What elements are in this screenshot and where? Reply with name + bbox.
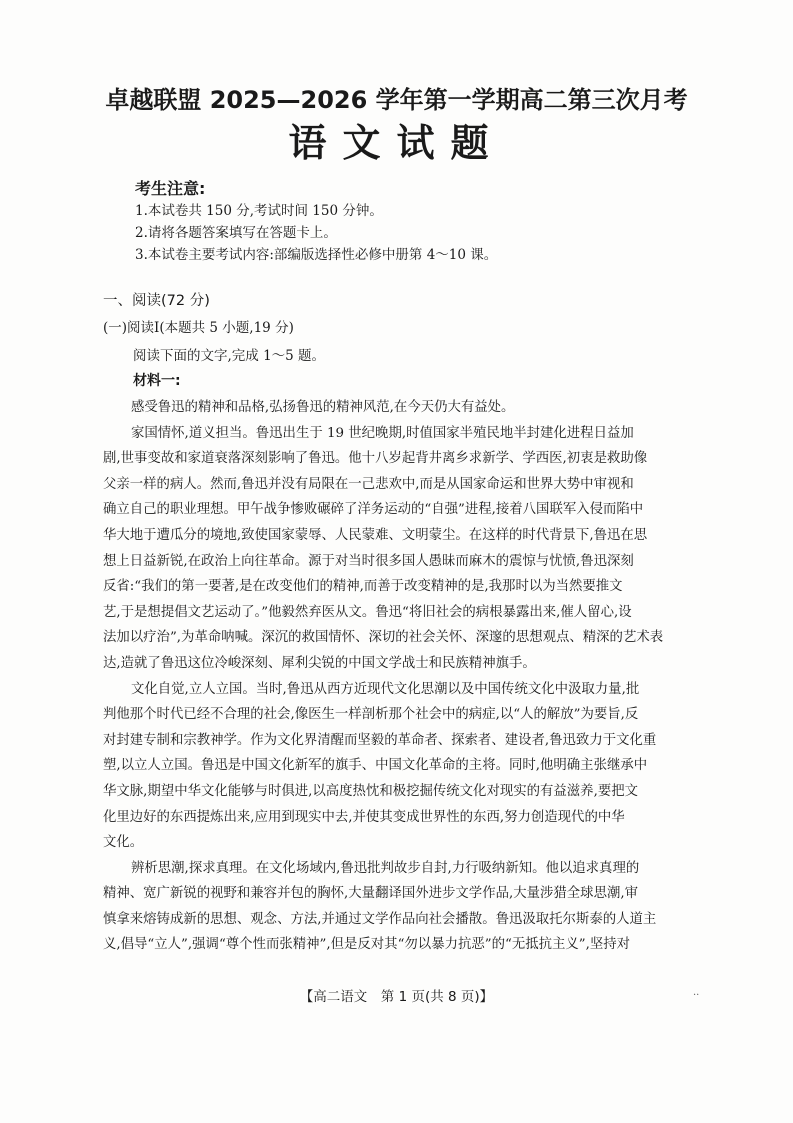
notice-item: 3.本试卷主要考试内容:部编版选择性必修中册第 4～10 课。: [135, 247, 498, 263]
page-footer: 【高二语文 第 1 页(共 8 页)】: [299, 989, 494, 1005]
passage-line: 辨析思潮,探求真理。在文化场域内,鲁迅批判故步自封,力行吸纳新知。他以追求真理的: [131, 860, 640, 876]
passage-line: 感受鲁迅的精神和品格,弘扬鲁迅的精神风范,在今天仍大有益处。: [131, 400, 515, 415]
passage-line: 想上日益新锐,在政治上向往革命。源于对当时很多国人愚昧而麻木的震惊与忧愤,鲁迅深刻: [103, 553, 634, 569]
passage-line: 华文脉,期望中华文化能够与时俱进,以高度热忱和极挖掘传统文化对现实的有益滋养,要把文: [103, 783, 639, 799]
passage-line: 达,造就了鲁迅这位冷峻深刻、犀利尖锐的中国文学战士和民族精神旗手。: [103, 655, 536, 671]
instruction: 阅读下面的文字,完成 1～5 题。: [133, 348, 326, 364]
passage-line: 反省:“我们的第一要著,是在改变他们的精神,而善于改变精神的是,我那时以为当然要推文: [103, 579, 623, 595]
passage-line: 确立自己的职业理想。甲午战争惨败碾碎了洋务运动的“自强”进程,接着八国联军入侵而陷中: [103, 502, 644, 518]
candidate-notice: [135, 178, 695, 266]
notice-heading: 考生注意:: [135, 179, 206, 198]
passage-line: 判他那个时代已经不合理的社会,像医生一样剖析那个社会中的病症,以“人的解放”为要旨,反: [103, 707, 639, 723]
exam-title: 卓越联盟 2025—2026 学年第一学期高二第三次月考: [105, 86, 688, 114]
passage-line: 家国情怀,道义担当。鲁迅出生于 19 世纪晚期,时值国家半殖民地半封建化进程日益加: [131, 425, 634, 441]
material-label: 材料一:: [133, 373, 181, 389]
section-heading: 一、阅读(72 分): [103, 293, 210, 309]
notice-item: 1.本试卷共 150 分,考试时间 150 分钟。: [135, 203, 383, 219]
passage-line: 塑,以立人立国。鲁迅是中国文化新军的旗手、中国文化革命的主将。同时,他明确主张继承中: [103, 758, 648, 774]
passage-line: 慎拿来熔铸成新的思想、观念、方法,并通过文学作品向社会播散。鲁迅汲取托尔斯泰的人道主: [103, 911, 657, 927]
notice-item: 2.请将各题答案填写在答题卡上。: [135, 225, 337, 241]
corner-mark: ··: [693, 990, 700, 1001]
passage-line: 父亲一样的病人。然而,鲁迅并没有局限在一己悲欢中,而是从国家命运和世界大势中审视和: [103, 476, 634, 492]
subject-title: 语文试题: [288, 121, 505, 165]
passage-line: 华大地于遭瓜分的境地,致使国家蒙辱、人民蒙难、文明蒙尘。在这样的时代背景下,鲁迅在思: [103, 527, 648, 543]
passage-line: 艺,于是想提倡文艺运动了。”他毅然弃医从文。鲁迅“将旧社会的病根暴露出来,催人留心,设: [103, 604, 632, 620]
passage-line: 对封建专制和宗教神学。作为文化界清醒而坚毅的革命者、探索者、建设者,鲁迅致力于文化重: [103, 732, 657, 748]
passage-line: 化里边好的东西提炼出来,应用到现实中去,并使其变成世界性的东西,努力创造现代的中华: [103, 809, 625, 825]
passage-line: 剧,世事变故和家道衰落深刻影响了鲁迅。他十八岁起背井离乡求新学、学西医,初衷是救助像: [103, 451, 648, 467]
sub-heading: (一)阅读Ⅰ(本题共 5 小题,19 分): [103, 320, 294, 336]
passage-line: 文化。: [103, 835, 144, 851]
passage-line: 义,倡导“立人”,强调“尊个性而张精神”,但是反对其“勿以暴力抗恶”的“无抵抗主义”,坚持对: [103, 937, 631, 953]
passage-line: 精神、宽广新锐的视野和兼容并包的胸怀,大量翻译国外进步文学作品,大量涉猎全球思潮,审: [103, 886, 639, 902]
passage-line: 文化自觉,立人立国。当时,鲁迅从西方近现代文化思潮以及中国传统文化中汲取力量,批: [131, 681, 640, 697]
passage-line: 法加以疗治”,为革命呐喊。深沉的救国情怀、深切的社会关怀、深邃的思想观点、精深的艺术表: [103, 630, 664, 646]
passage: [103, 395, 701, 958]
